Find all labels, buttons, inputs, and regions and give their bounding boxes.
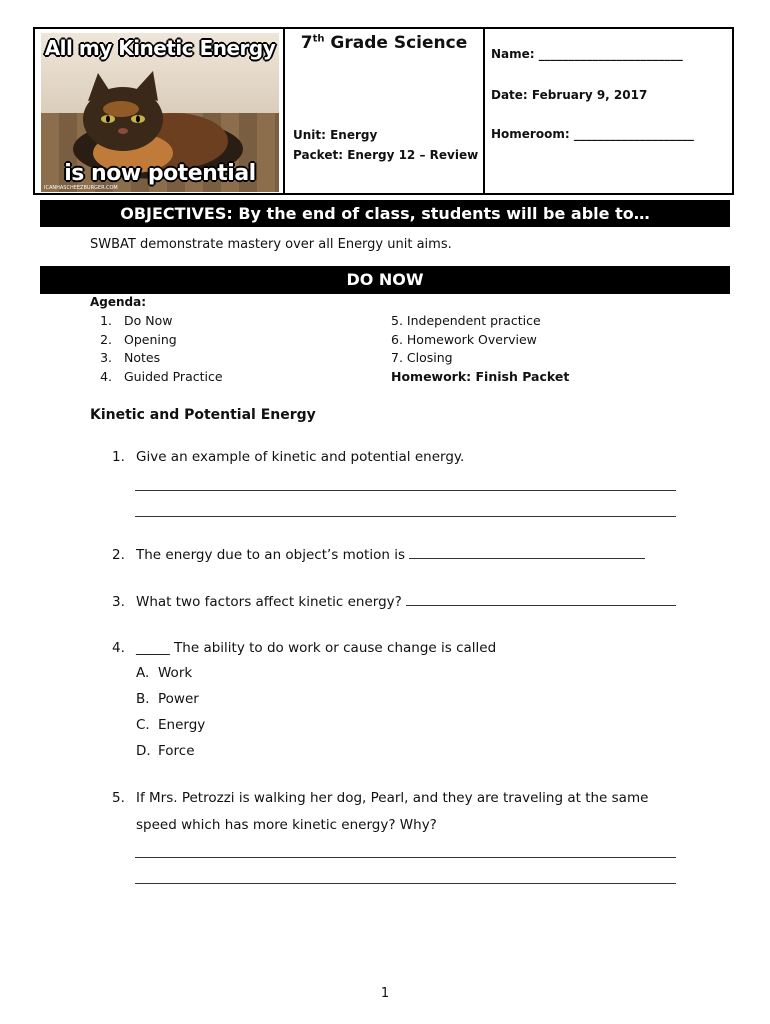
- answer-line[interactable]: [135, 883, 676, 884]
- question-2: 2. The energy due to an object’s motion is: [112, 547, 645, 563]
- meme-watermark: ICANHASCHEEZBURGER.COM: [44, 185, 118, 191]
- answer-line[interactable]: [135, 490, 676, 491]
- question-5-continued: speed which has more kinetic energy? Why?: [136, 817, 437, 833]
- option-a[interactable]: A. Work: [136, 665, 193, 681]
- agenda-item: 3. Notes: [100, 350, 161, 365]
- agenda-item: 4. Guided Practice: [100, 368, 223, 384]
- student-info-cell: [485, 29, 732, 193]
- agenda-right-list: [391, 312, 569, 386]
- section-title: Kinetic and Potential Energy: [90, 407, 316, 423]
- agenda-item: 2. Opening: [100, 331, 177, 347]
- date-field: Date: February 9, 2017: [491, 88, 648, 102]
- question-5: 5. If Mrs. Petrozzi is walking her dog, Pearl, and they are traveling at the same: [112, 790, 649, 806]
- question-4: 4. _____ The ability to do work or cause change is called: [112, 640, 497, 656]
- objectives-banner: OBJECTIVES: By the end of class, students will be able to…: [40, 200, 730, 227]
- homeroom-field[interactable]: Homeroom: ____________________: [491, 127, 694, 141]
- agenda-item: 1. Do Now: [100, 313, 173, 328]
- cat-meme-image: [41, 33, 279, 192]
- homework-item: Homework: Finish Packet: [391, 368, 570, 384]
- question-3: 3. What two factors affect kinetic energy?: [112, 594, 676, 610]
- course-title: 7th Grade Science: [300, 33, 468, 53]
- objective-text: SWBAT demonstrate mastery over all Energy unit aims.: [90, 237, 452, 252]
- unit-label: Unit: Energy: [293, 128, 378, 142]
- unit-packet-info: [293, 125, 478, 165]
- agenda-item: 6. Homework Overview: [391, 331, 537, 347]
- option-d[interactable]: D. Force: [136, 743, 195, 759]
- packet-label: Packet: Energy 12 – Review: [293, 148, 479, 162]
- do-now-banner: DO NOW: [40, 266, 730, 294]
- course-cell: [285, 29, 485, 193]
- agenda-item: 7. Closing: [391, 350, 453, 365]
- name-field[interactable]: Name: ________________________: [491, 47, 683, 61]
- option-c[interactable]: C. Energy: [136, 717, 206, 733]
- meme-cell: [35, 29, 285, 193]
- option-b[interactable]: B. Power: [136, 691, 199, 707]
- agenda-heading: Agenda:: [90, 295, 147, 309]
- agenda-left-list: [88, 312, 223, 386]
- answer-blank[interactable]: [409, 557, 645, 559]
- meme-top-caption: All my Kinetic Energy: [44, 36, 276, 60]
- agenda-item: 5. Independent practice: [391, 313, 541, 328]
- answer-line[interactable]: [135, 516, 676, 517]
- header-table: [33, 27, 734, 195]
- page-number: 1: [380, 986, 390, 1001]
- question-1: 1. Give an example of kinetic and potential energy.: [112, 449, 465, 465]
- meme-bottom-caption: is now potential: [64, 161, 256, 186]
- answer-line[interactable]: [135, 857, 676, 858]
- answer-blank[interactable]: [406, 604, 676, 606]
